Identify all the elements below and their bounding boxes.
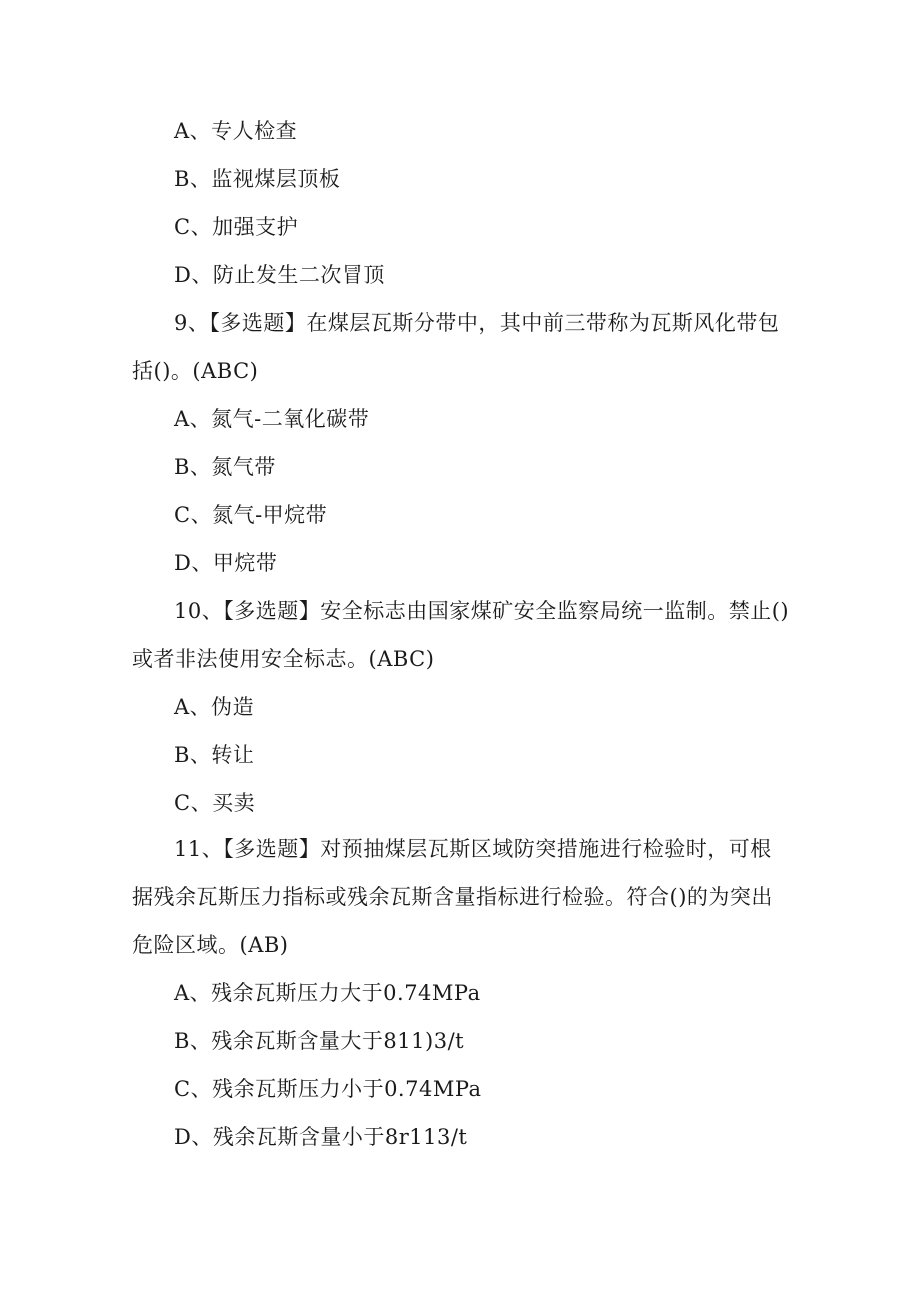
q9-option-a: A、氮气-二氧化碳带 (174, 407, 370, 431)
q11-option-a: A、残余瓦斯压力大于0.74MPa (174, 981, 481, 1005)
q11-question-line3: 危险区域。(AB) (132, 933, 289, 957)
q10-option-c: C、买卖 (174, 791, 256, 815)
q9-option-d: D、甲烷带 (174, 551, 278, 575)
q11-option-b: B、残余瓦斯含量大于811)3/t (174, 1029, 465, 1053)
q11-option-d: D、残余瓦斯含量小于8r113/t (174, 1125, 468, 1149)
q9-option-b: B、氮气带 (174, 455, 276, 479)
q10-question-line1: 10、【多选题】安全标志由国家煤矿安全监察局统一监制。禁止() (174, 599, 790, 623)
q8-option-b: B、监视煤层顶板 (174, 167, 341, 191)
q11-question-line1: 11、【多选题】对预抽煤层瓦斯区域防突措施进行检验时，可根 (174, 837, 772, 861)
q10-option-a: A、伪造 (174, 695, 255, 719)
q8-option-a: A、专人检查 (174, 119, 298, 143)
q10-option-b: B、转让 (174, 743, 255, 767)
q9-question-line1: 9、【多选题】在煤层瓦斯分带中，其中前三带称为瓦斯风化带包 (174, 311, 780, 335)
q10-question-line2: 或者非法使用安全标志。(ABC) (132, 647, 435, 671)
q11-question-line2: 据残余瓦斯压力指标或残余瓦斯含量指标进行检验。符合()的为突出 (132, 885, 773, 909)
q8-option-c: C、加强支护 (174, 215, 299, 239)
q8-option-d: D、防止发生二次冒顶 (174, 263, 385, 287)
q9-option-c: C、氮气-甲烷带 (174, 503, 328, 527)
q11-option-c: C、残余瓦斯压力小于0.74MPa (174, 1077, 482, 1101)
q9-question-line2: 括()。(ABC) (132, 359, 259, 383)
